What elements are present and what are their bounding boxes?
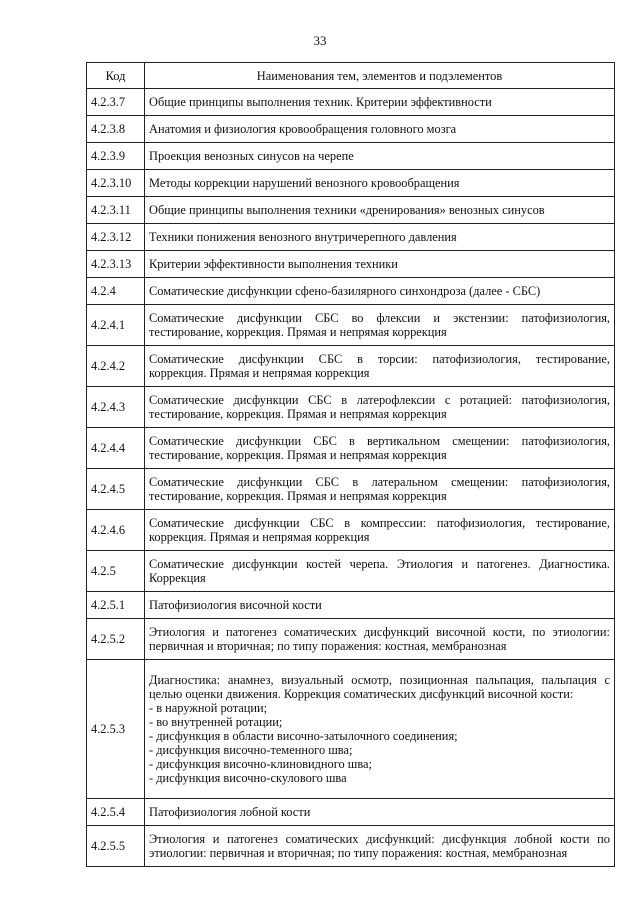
row-code: 4.2.3.9 [87,143,145,170]
table-row [87,143,615,170]
table-row [87,428,615,469]
title-line: Соматические дисфункции СБС в торсии: патофизиология, тестирование, [149,352,610,366]
title-line: Патофизиология височной кости [149,598,322,612]
table-row [87,619,615,660]
title-line: Этиология и патогенез соматических дисфункций: дисфункция лобной кости по [149,832,610,846]
row-code: 4.2.3.7 [87,89,145,116]
row-title [145,305,615,346]
row-title [145,799,615,826]
table-row [87,224,615,251]
row-title [145,387,615,428]
title-line: - дисфункция височно-клиновидного шва; [149,757,372,771]
row-code: 4.2.4.1 [87,305,145,346]
title-line: тестирование, коррекция. Прямая и непрямая коррекция [149,325,447,339]
table-row [87,170,615,197]
table-row [87,660,615,799]
row-code: 4.2.4.5 [87,469,145,510]
row-title [145,592,615,619]
table-row [87,197,615,224]
row-title [145,89,615,116]
title-line: целью оценки движения. Коррекция соматических дисфункций височной кости: [149,687,574,701]
row-title [145,224,615,251]
title-line: Соматические дисфункции СБС в латеральном смещении: патофизиология, [149,475,610,489]
title-line: тестирование, коррекция. Прямая и непрямая коррекция [149,489,447,503]
row-code: 4.2.4.2 [87,346,145,387]
title-line: тестирование, коррекция. Прямая и непрямая коррекция [149,448,447,462]
title-line: этиологии: первичная и вторичная; по типу поражения: костная, мембранозная [149,846,568,860]
row-code: 4.2.4 [87,278,145,305]
header-title: Наименования тем, элементов и подэлементов [145,63,615,89]
row-title [145,660,615,799]
header-code: Код [87,63,145,89]
row-title [145,116,615,143]
row-title [145,510,615,551]
title-line: коррекция. Прямая и непрямая коррекция [149,530,370,544]
row-code: 4.2.3.11 [87,197,145,224]
table-row [87,551,615,592]
title-line: Проекция венозных синусов на черепе [149,149,354,163]
title-line: Техники понижения венозного внутричерепного давления [149,230,457,244]
table-row [87,469,615,510]
table-row [87,346,615,387]
title-line: - дисфункция височно-скулового шва [149,771,347,785]
title-line: тестирование, коррекция. Прямая и непрямая коррекция [149,407,447,421]
title-line: - дисфункция височно-теменного шва; [149,743,353,757]
title-line: Общие принципы выполнения техник. Критерии эффективности [149,95,492,109]
title-line: Общие принципы выполнения техники «дренирования» венозных синусов [149,203,545,217]
row-code: 4.2.5 [87,551,145,592]
title-line: Соматические дисфункции костей черепа. Этиология и патогенез. Диагностика. [149,557,610,571]
title-line: - во внутренней ротации; [149,715,283,729]
row-title [145,278,615,305]
row-title [145,428,615,469]
title-line: Соматические дисфункции сфено-базилярного синхондроза (далее - СБС) [149,284,541,298]
title-line: Соматические дисфункции СБС во флексии и экстензии: патофизиология, [149,311,610,325]
title-line: Анатомия и физиология кровообращения головного мозга [149,122,457,136]
table-row [87,592,615,619]
row-code: 4.2.5.2 [87,619,145,660]
table-row [87,387,615,428]
table-row [87,251,615,278]
title-line: Коррекция [149,571,206,585]
table-row [87,305,615,346]
row-title [145,251,615,278]
title-line: Соматические дисфункции СБС в вертикальном смещении: патофизиология, [149,434,610,448]
table-row [87,89,615,116]
table-row [87,510,615,551]
row-code: 4.2.5.3 [87,660,145,799]
title-line: - дисфункция в области височно-затылочного соединения; [149,729,458,743]
row-code: 4.2.3.13 [87,251,145,278]
title-line: Критерии эффективности выполнения техники [149,257,398,271]
row-title [145,551,615,592]
row-code: 4.2.4.4 [87,428,145,469]
row-code: 4.2.3.10 [87,170,145,197]
row-title [145,469,615,510]
row-title [145,143,615,170]
row-code: 4.2.5.5 [87,826,145,867]
title-line: Патофизиология лобной кости [149,805,311,819]
table-body [87,89,615,867]
title-line: первичная и вторичная; по типу поражения: костная, мембранозная [149,639,507,653]
title-line: коррекция. Прямая и непрямая коррекция [149,366,370,380]
table-row [87,799,615,826]
table-header-row [87,63,615,89]
row-code: 4.2.5.4 [87,799,145,826]
page-number: 33 [313,33,327,48]
row-title [145,826,615,867]
title-line: Методы коррекции нарушений венозного кровообращения [149,176,460,190]
title-line: Соматические дисфункции СБС в компрессии: патофизиология, тестирование, [149,516,610,530]
row-title [145,619,615,660]
table-row [87,278,615,305]
title-line: Соматические дисфункции СБС в латерофлексии с ротацией: патофизиология, [149,393,610,407]
row-code: 4.2.3.8 [87,116,145,143]
row-title [145,170,615,197]
row-title [145,346,615,387]
curriculum-table [86,62,615,867]
row-title [145,197,615,224]
title-line: - в наружной ротации; [149,701,268,715]
title-line: Этиология и патогенез соматических дисфункций височной кости, по этиологии: [149,625,610,639]
table-row [87,826,615,867]
row-code: 4.2.3.12 [87,224,145,251]
title-line: Диагностика: анамнез, визуальный осмотр, позиционная пальпация, пальпация с [149,673,610,687]
row-code: 4.2.4.6 [87,510,145,551]
row-code: 4.2.4.3 [87,387,145,428]
table-row [87,116,615,143]
row-code: 4.2.5.1 [87,592,145,619]
